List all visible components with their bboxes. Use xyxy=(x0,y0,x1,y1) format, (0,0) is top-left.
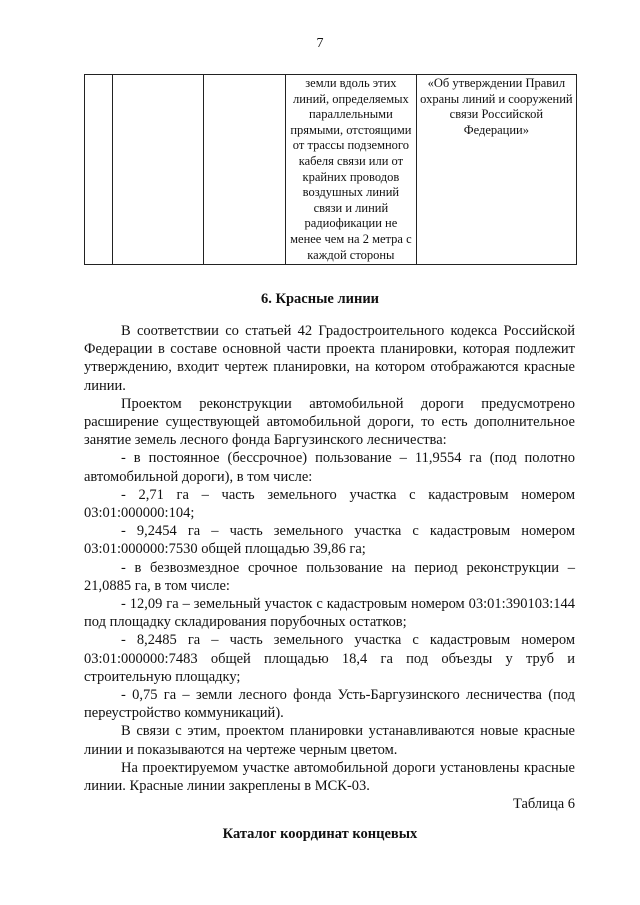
paragraph: В связи с этим, проектом планировки устанавливаются новые красные линии и показываются на чертеже черным цветом. xyxy=(84,723,575,758)
table-cell-1 xyxy=(85,75,113,265)
paragraph: На проектируемом участке автомобильной дороги установлены красные линии. Красные линии закреплены в МСК-03. xyxy=(84,759,575,795)
paragraph: - в постоянное (бессрочное) пользование – 11,9554 га (под полотно автомобильной дороги), в том числе: xyxy=(84,450,575,485)
table-cell-2 xyxy=(113,75,203,265)
continuation-table xyxy=(84,74,577,265)
catalog-title: Каталог координат концевых xyxy=(222,826,418,842)
body-text xyxy=(84,322,575,795)
table-cell-4: земли вдоль этих линий, определяемых параллельными прямыми, отстоящими от трассы подземного кабеля связи или от крайних проводов воздушных линий связи и линий радиофикации не менее чем на 2 метра с каждой стороны xyxy=(286,75,417,265)
paragraph: - 2,71 га – часть земельного участка с кадастровым номером 03:01:000000:104; xyxy=(84,486,575,522)
paragraph: В соответствии со статьей 42 Градостроительного кодекса Российской Федерации в составе основной части проекта планировки, которая подлежит утверждению, входит чертеж планировки, на котором отображаются красные линии. xyxy=(84,323,575,394)
paragraph: - 12,09 га – земельный участок с кадастровым номером 03:01:390103:144 под площадку складирования порубочных остатков; xyxy=(84,596,575,631)
table-row xyxy=(85,75,577,265)
section-title: 6. Красные линии xyxy=(260,291,380,307)
paragraph: - 9,2454 га – часть земельного участка с кадастровым номером 03:01:000000:7530 общей площадью 39,86 га; xyxy=(84,523,575,558)
page-number: 7 xyxy=(316,36,324,51)
table-cell-3 xyxy=(203,75,286,265)
paragraph: - в безвозмездное срочное пользование на период реконструкции – 21,0885 га, в том числе: xyxy=(84,559,575,594)
table-label: Таблица 6 xyxy=(512,796,575,812)
paragraph: Проектом реконструкции автомобильной дороги предусмотрено расширение существующей автомобильной дороги, то есть дополнительное занятие земель лесного фонда Баргузинского лесничества: xyxy=(84,395,575,449)
paragraph: - 0,75 га – земли лесного фонда Усть-Баргузинского лесничества (под переустройство коммуникаций). xyxy=(84,687,575,722)
table-cell-5: «Об утверждении Правил охраны линий и сооружений связи Российской Федерации» xyxy=(416,75,576,265)
paragraph: - 8,2485 га – часть земельного участка с кадастровым номером 03:01:000000:7483 общей площадью 18,4 га под объезды у труб и строительную площадку; xyxy=(84,632,575,685)
